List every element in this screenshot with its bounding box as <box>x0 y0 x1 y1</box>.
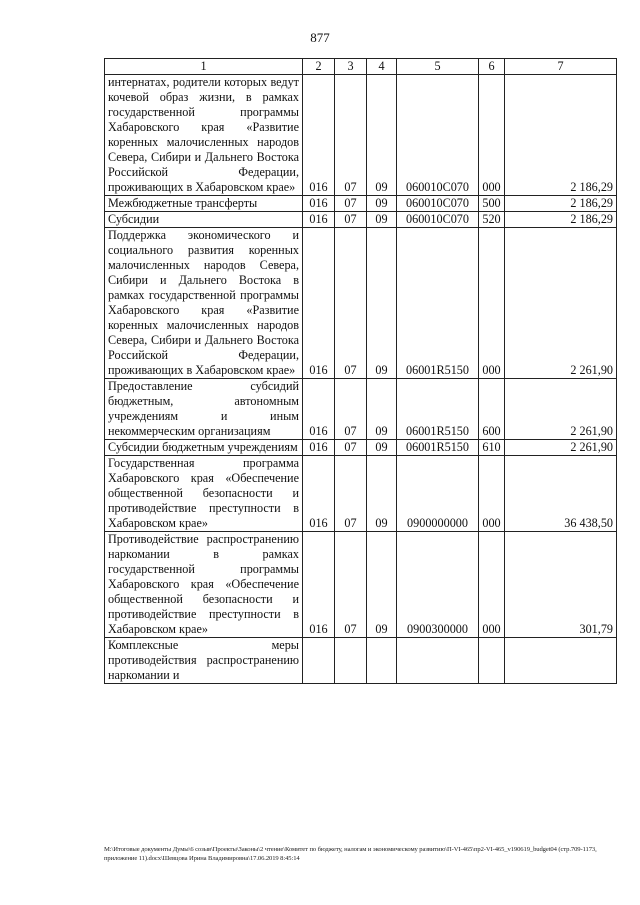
cell-expense-type: 610 <box>479 440 505 456</box>
cell-subsection: 09 <box>367 456 397 532</box>
cell-expense-type <box>479 638 505 684</box>
table-header-row <box>105 59 617 75</box>
table-row <box>105 228 617 379</box>
cell-subsection: 09 <box>367 196 397 212</box>
cell-target-article: 0900300000 <box>397 532 479 638</box>
cell-amount: 2 186,29 <box>505 75 617 196</box>
cell-section: 07 <box>335 75 367 196</box>
cell-expense-type: 000 <box>479 532 505 638</box>
cell-section: 07 <box>335 196 367 212</box>
cell-section: 07 <box>335 532 367 638</box>
row-description: Субсидии <box>105 212 303 228</box>
cell-amount: 2 261,90 <box>505 379 617 440</box>
row-description: Предоставление субсидий бюджетным, автономным учреждениям и иным некоммерческим организациям <box>105 379 303 440</box>
header-cell: 4 <box>367 59 397 75</box>
table-row <box>105 440 617 456</box>
cell-target-article <box>397 638 479 684</box>
cell-amount: 2 261,90 <box>505 440 617 456</box>
cell-amount: 36 438,50 <box>505 456 617 532</box>
cell-subsection: 09 <box>367 212 397 228</box>
cell-subsection: 09 <box>367 228 397 379</box>
cell-expense-type: 500 <box>479 196 505 212</box>
header-cell: 2 <box>303 59 335 75</box>
cell-ministry <box>303 638 335 684</box>
header-cell: 5 <box>397 59 479 75</box>
table-row <box>105 212 617 228</box>
row-description: Противодействие распространению наркомании в рамках государственной программы Хабаровского края «Обеспечение общественной безопасности и противодействие преступности в Хабаровском крае» <box>105 532 303 638</box>
cell-subsection: 09 <box>367 532 397 638</box>
cell-section: 07 <box>335 440 367 456</box>
row-description: Поддержка экономического и социального развития коренных малочисленных народов Севера, Сибири и Дальнего Востока в рамках государственной программы Хабаровского края «Развитие коренных малочисленных народов Севера, Сибири и Дальнего Востока Российской Федерации, проживающих в Хабаровском крае» <box>105 228 303 379</box>
cell-target-article: 060010С070 <box>397 75 479 196</box>
cell-target-article: 0900000000 <box>397 456 479 532</box>
cell-amount: 2 186,29 <box>505 212 617 228</box>
table-row <box>105 638 617 684</box>
table-row <box>105 75 617 196</box>
cell-subsection <box>367 638 397 684</box>
cell-section: 07 <box>335 212 367 228</box>
cell-ministry: 016 <box>303 75 335 196</box>
cell-section: 07 <box>335 456 367 532</box>
page-number: 877 <box>310 30 330 45</box>
cell-amount: 301,79 <box>505 532 617 638</box>
row-description: Государственная программа Хабаровского края «Обеспечение общественной безопасности и противодействие преступности в Хабаровском крае» <box>105 456 303 532</box>
row-description: Комплексные меры противодействия распространению наркомании и <box>105 638 303 684</box>
cell-section <box>335 638 367 684</box>
cell-target-article: 06001R5150 <box>397 440 479 456</box>
cell-target-article: 06001R5150 <box>397 228 479 379</box>
cell-amount <box>505 638 617 684</box>
cell-expense-type: 000 <box>479 228 505 379</box>
table-row <box>105 196 617 212</box>
cell-expense-type: 000 <box>479 456 505 532</box>
table-row <box>105 456 617 532</box>
cell-section: 07 <box>335 228 367 379</box>
cell-subsection: 09 <box>367 379 397 440</box>
table-row <box>105 532 617 638</box>
cell-target-article: 060010С070 <box>397 196 479 212</box>
cell-ministry: 016 <box>303 456 335 532</box>
budget-table <box>104 58 617 684</box>
table-row <box>105 379 617 440</box>
cell-ministry: 016 <box>303 212 335 228</box>
cell-expense-type: 520 <box>479 212 505 228</box>
cell-ministry: 016 <box>303 440 335 456</box>
cell-subsection: 09 <box>367 75 397 196</box>
row-description: Межбюджетные трансферты <box>105 196 303 212</box>
header-cell: 3 <box>335 59 367 75</box>
cell-section: 07 <box>335 379 367 440</box>
cell-ministry: 016 <box>303 532 335 638</box>
row-description: Субсидии бюджетным учреждениям <box>105 440 303 456</box>
cell-ministry: 016 <box>303 196 335 212</box>
cell-subsection: 09 <box>367 440 397 456</box>
header-cell: 7 <box>505 59 617 75</box>
row-description: интернатах, родители которых ведут кочевой образ жизни, в рамках государственной программы Хабаровского края «Развитие коренных малочисленных народов Севера, Сибири и Дальнего Востока Российской Федерации, проживающих в Хабаровском крае» <box>105 75 303 196</box>
header-cell: 1 <box>105 59 303 75</box>
cell-target-article: 06001R5150 <box>397 379 479 440</box>
cell-expense-type: 600 <box>479 379 505 440</box>
cell-amount: 2 261,90 <box>505 228 617 379</box>
cell-amount: 2 186,29 <box>505 196 617 212</box>
header-cell: 6 <box>479 59 505 75</box>
cell-ministry: 016 <box>303 379 335 440</box>
cell-expense-type: 000 <box>479 75 505 196</box>
cell-ministry: 016 <box>303 228 335 379</box>
document-path-footer: M:\Итоговые документы Думы\6 созыв\Проекты\Законы\2 чтение\Комитет по бюджету, налогам и экономическому развитию\П-VI-465\пр2-VI-465_v190619_budget04 (стр.709-1173, приложение 11).docx\Шевцова Ирина Владимировна\17.06.2019 8:45:14 <box>104 846 597 862</box>
cell-target-article: 060010С070 <box>397 212 479 228</box>
